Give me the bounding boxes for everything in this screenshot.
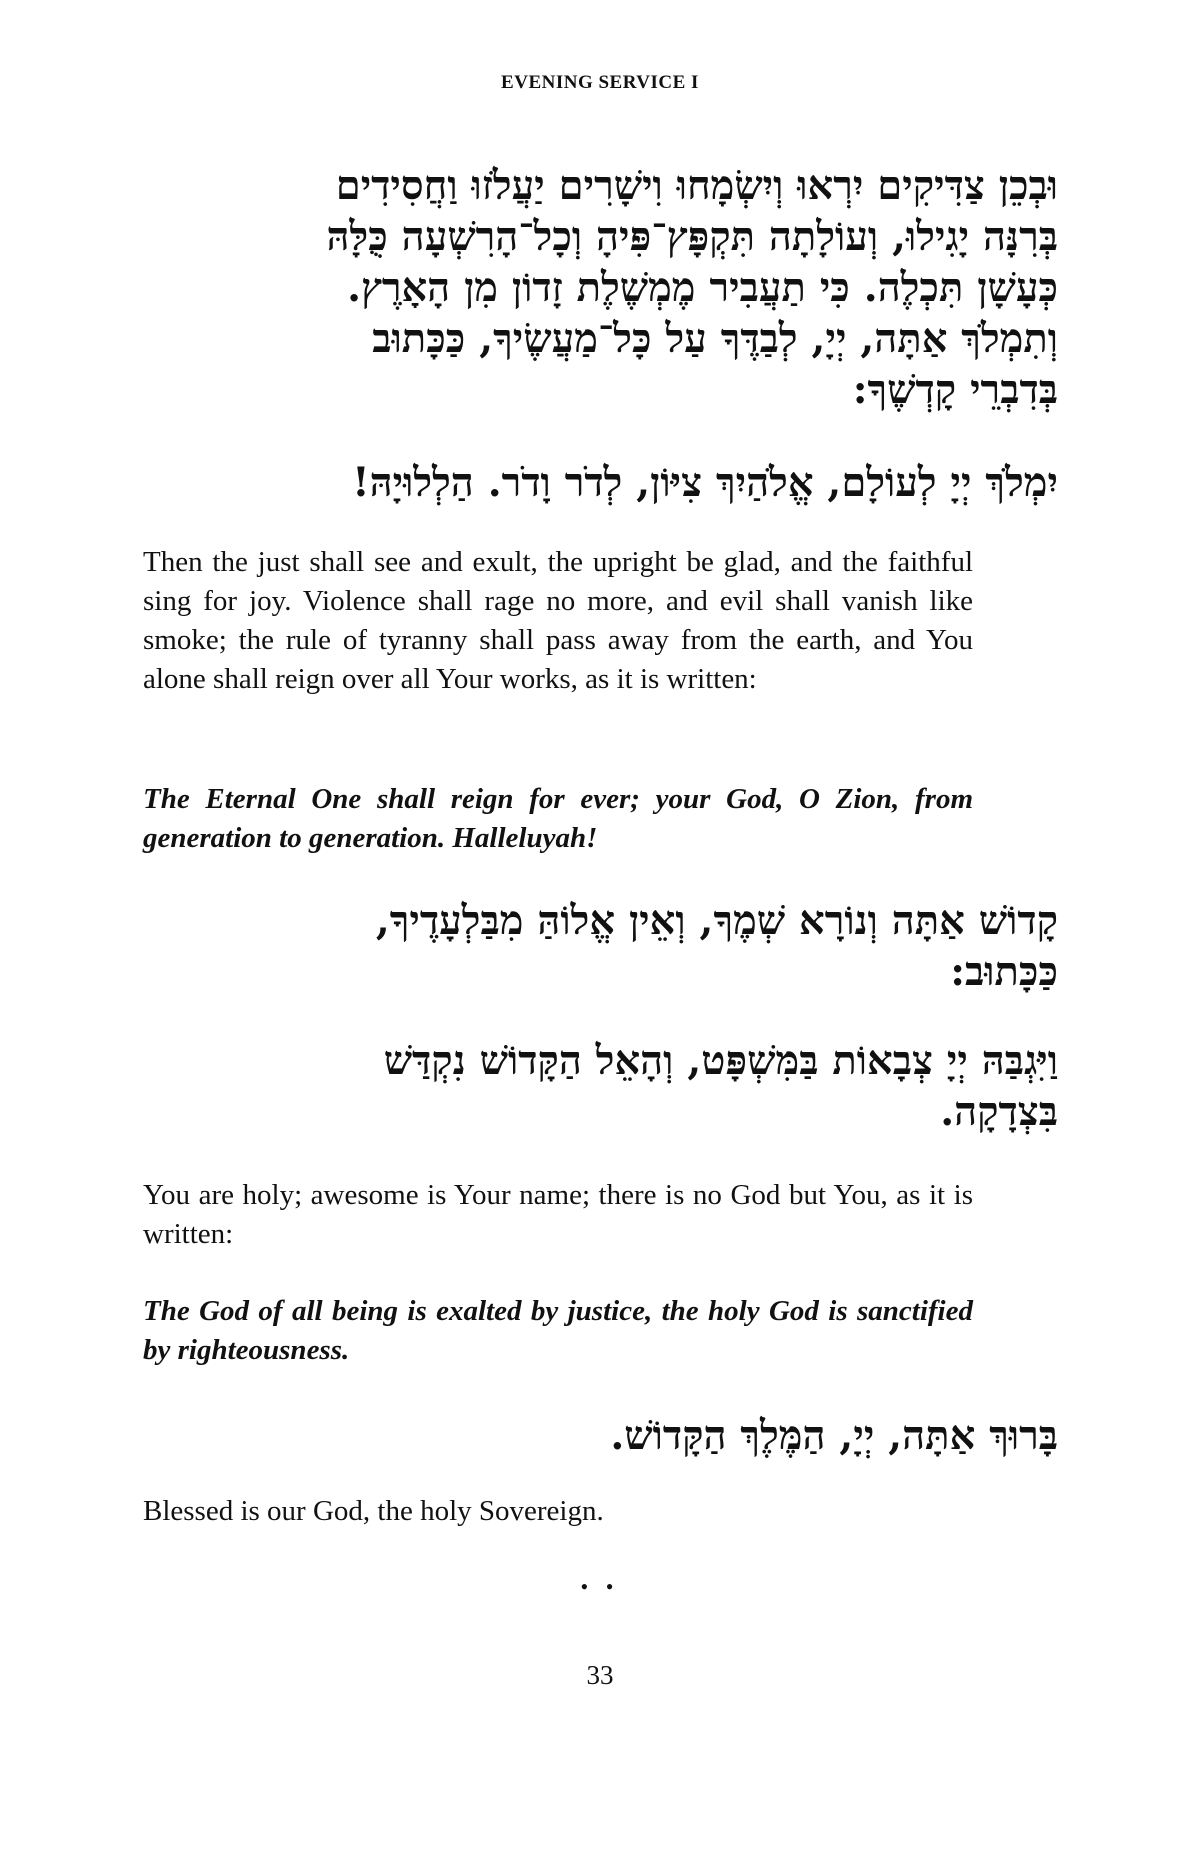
hebrew-line: וַיִּגְבַּהּ יְיָ צְבָאוֹת בַּמִּשְׁפָּט, וְהָאֵל הַקָּדוֹשׁ נִקְדַּשׁ — [383, 1037, 1058, 1084]
section-ornament: • • — [580, 1574, 620, 1599]
hebrew-line: כְּעָשָׁן תִּכְלֶה. כִּי תַעֲבִיר מֶמְשֶׁלֶת זָדוֹן מִן הָאָרֶץ. — [347, 264, 1058, 311]
hebrew-passage-5 — [140, 1410, 1058, 1461]
hebrew-line: יִמְלֹךְ יְיָ לְעוֹלָם, אֱלֹהַיִךְ צִיּוֹן, לְדֹר וָדֹר. הַלְלוּיָהּ! — [352, 459, 1058, 506]
hebrew-line: בָּרוּךְ אַתָּה, יְיָ, הַמֶּלֶךְ הַקָּדוֹשׁ. — [610, 1412, 1058, 1459]
page-number: 33 — [586, 1660, 614, 1690]
hebrew-line: בְּדִבְרֵי קָדְשֶׁךָ: — [852, 366, 1058, 413]
hebrew-passage-3 — [140, 895, 1058, 997]
english-translation-3: Blessed is our God, the holy Sovereign. — [143, 1495, 604, 1527]
hebrew-passage-2 — [140, 457, 1058, 508]
english-translation-2: You are holy; awesome is Your name; there is no God but You, as it is written: — [143, 1179, 973, 1250]
hebrew-line: כַּכָּתוּב: — [950, 948, 1058, 995]
english-translation-1: Then the just shall see and exult, the upright be glad, and the faithful sing for joy. Violence shall rage no more, and evil shall vanish like smoke; the rule of tyranny shall pass away from the earth, and You alone shall reign over all Your works, as it is written: — [143, 546, 973, 695]
english-verse-1: The Eternal One shall reign for ever; your God, O Zion, from generation to generation. Halleluyah! — [143, 783, 973, 854]
english-verse-2: The God of all being is exalted by justice, the holy God is sanctified by righteousness. — [143, 1295, 973, 1366]
hebrew-line: בִּצְדָקָה. — [940, 1088, 1058, 1135]
hebrew-line: וּבְכֵן צַדִּיקִים יִרְאוּ וְיִשְׂמָחוּ וִישָׁרִים יַעֲלֹזוּ וַחֲסִידִים — [335, 162, 1058, 209]
hebrew-passage-1 — [140, 160, 1058, 415]
hebrew-line: קָדוֹשׁ אַתָּה וְנוֹרָא שְׁמֶךָ, וְאֵין אֱלוֹהַּ מִבַּלְעָדֶיךָ, — [375, 897, 1058, 944]
hebrew-line: בְּרִנָּה יָגִילוּ, וְעוֹלָתָה תִּקְפָּץ־פִּיהָ וְכָל־הָרִשְׁעָה כֻּלָּהּ — [326, 213, 1058, 260]
hebrew-line: וְתִמְלֹךְ אַתָּה, יְיָ, לְבַדֶּךָ עַל כָּל־מַעֲשֶׂיךָ, כַּכָּתוּב — [372, 315, 1058, 362]
running-head: EVENING SERVICE I — [501, 72, 699, 93]
hebrew-passage-4 — [140, 1035, 1058, 1137]
